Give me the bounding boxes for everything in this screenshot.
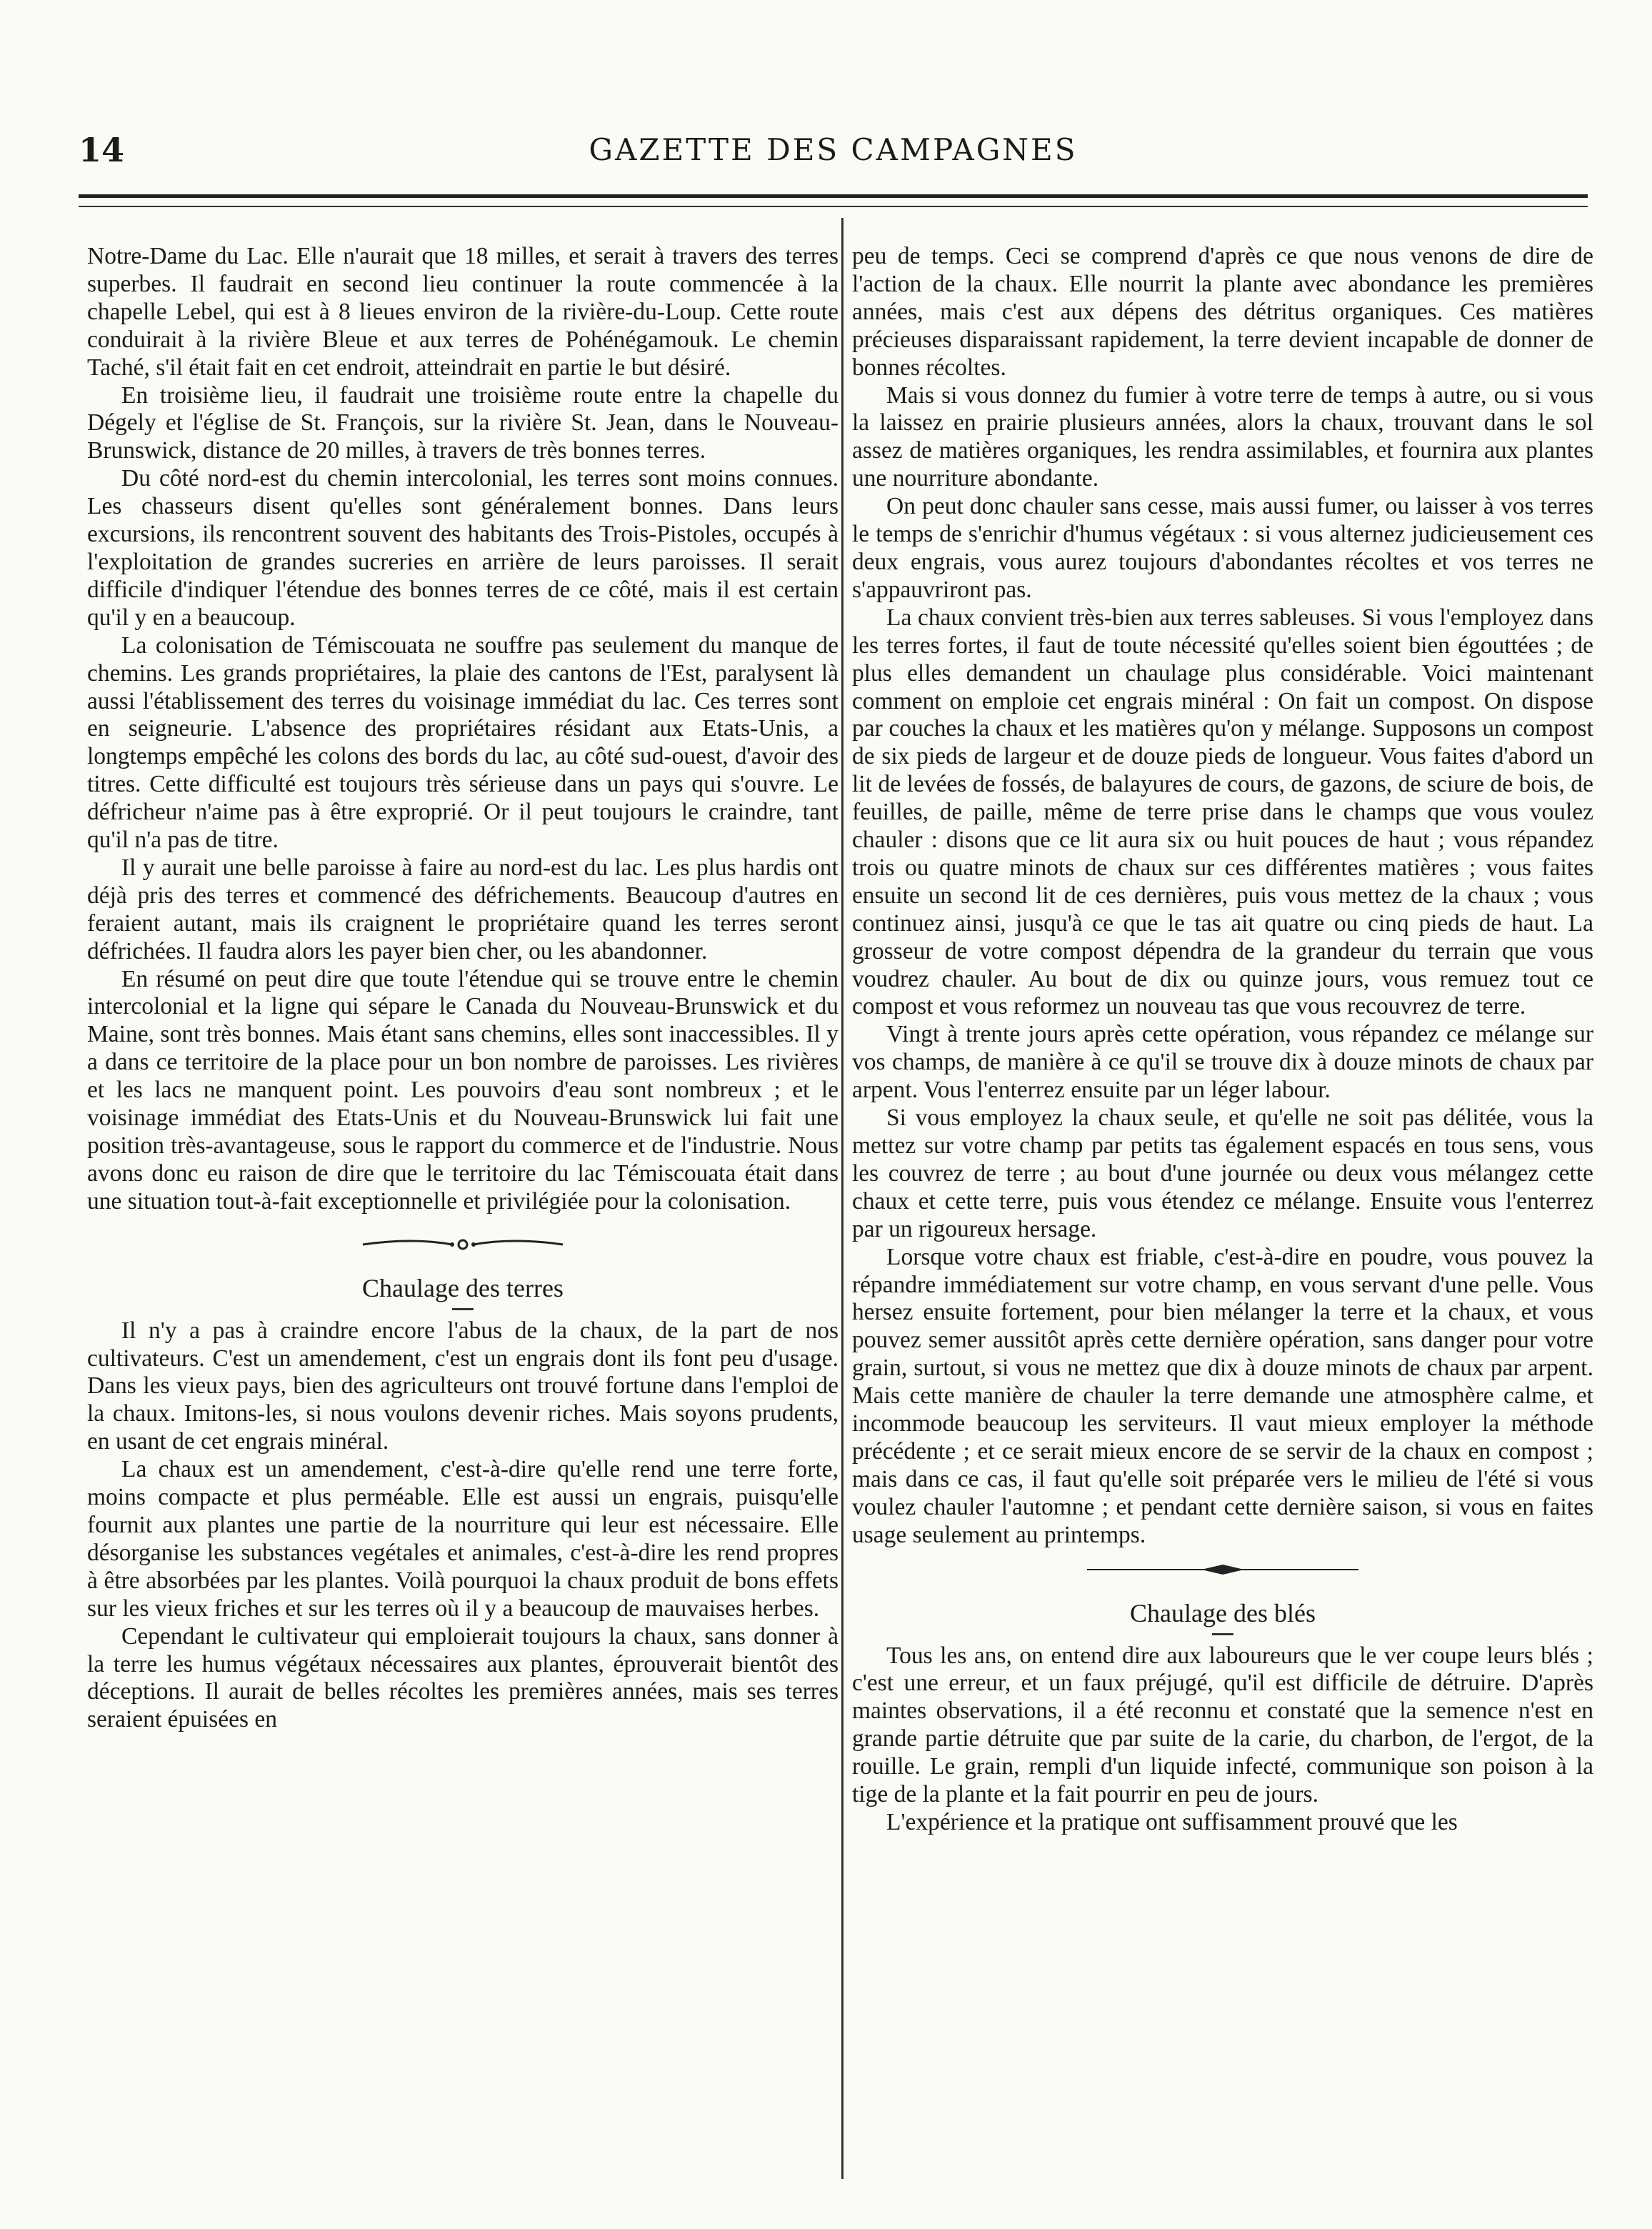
paragraph: La chaux convient très-bien aux terres sableuses. Si vous l'employez dans les terres fortes, il faut de toute nécessité qu'elles soient bien égouttées ; de plus elles demandent un chaulage plus considérable. Voici maintenant comment on emploie cet engrais minéral : On fait un compost. On dispose par couches la chaux et les matières qu'on y mélange. Supposons un compost de six pieds de largeur et de douze pieds de longueur. Vous faites d'abord un lit de levées de fossés, de balayures de cours, de gazons, de sciure de bois, de feuilles, de paille, même de terre prise dans le champs que vous voulez chauler : disons que ce lit aura six ou huit pouces de haut ; vous répandez trois ou quatre minots de chaux sur ces différentes matières ; vous faites ensuite un second lit de ces dernières, puis vous mettez de la chaux ; vous continuez ainsi, jusqu'à ce que le tas ait quatre ou cinq pieds de haut. La grosseur de votre compost dépendra de la grandeur du terrain que vous voudrez chauler. Au bout de dix ou quinze jours, vous remuez tout ce compost et vous reformez un nouveau tas que vous recouvrez de terre. [852, 604, 1593, 1020]
paragraph: Tous les ans, on entend dire aux laboureurs que le ver coupe leurs blés ; c'est une erreur, et un faux préjugé, qu'il est difficile de détruire. D'après maintes observations, il a été reconnu et constaté que la semence n'est en grande partie détruite que par suite de la carie, du charbon, de l'ergot, de la rouille. Le grain, rempli d'un liquide infecté, communique son poison à la tige de la plante et la fait pourrir en peu de jours. [852, 1642, 1593, 1808]
paragraph: Cependant le cultivateur qui emploierait toujours la chaux, sans donner à la terre les humus végétaux nécessaires aux plantes, éprouverait bientôt des déceptions. Il aurait de belles récoltes les premières années, mais ses terres seraient épuisées en [87, 1622, 838, 1733]
header-rule-thick [79, 194, 1588, 198]
paragraph: Si vous employez la chaux seule, et qu'elle ne soit pas délitée, vous la mettez sur votre champ par petits tas également espacés en tous sens, vous les couvrez de terre ; au bout d'une journée ou deux vous mélangez cette chaux et cette terre, puis vous étendez ce mélange. Ensuite vous l'enterrez par un rigoureux hersage. [852, 1104, 1593, 1242]
left-column [87, 243, 838, 1734]
paragraph: Lorsque votre chaux est friable, c'est-à-dire en poudre, vous pouvez la répandre immédiatement sur votre champ, en vous servant d'une pelle. Vous hersez ensuite fortement, pour bien mélanger la terre et la chaux, et vous pouvez semer aussitôt après cette dernière opération, sans danger pour votre grain, surtout, si vous ne mettez que dix à douze minots de chaux par arpent. Mais cette manière de chauler la terre demande une atmosphère calme, et incommode beaucoup les serviteurs. Il vaut mieux employer la méthode précédente ; et ce serait mieux encore de se servir de la chaux en compost ; mais dans ce cas, il faut qu'elle soit préparée vers le milieu de l'été si vous voulez chauler l'automne ; et pendant cette dernière saison, si vous en faites usage seulement au printemps. [852, 1243, 1593, 1548]
paragraph: On peut donc chauler sans cesse, mais aussi fumer, ou laisser à vos terres le temps de s'enrichir d'humus végétaux : si vous alternez judicieusement ces deux engrais, vous aurez toujours d'abondantes récoltes et vos terres ne s'appauvriront pas. [852, 493, 1593, 603]
paragraph: peu de temps. Ceci se comprend d'après ce que nous venons de dire de l'action de la chaux. Elle nourrit la plante avec abondance les premières années, mais c'est aux dépens des détritus organiques. Ces matières précieuses disparaissant rapidement, la terre devient incapable de donner de bonnes récoltes. [852, 243, 1593, 381]
paragraph: Vingt à trente jours après cette opération, vous répandez ce mélange sur vos champs, de manière à ce qu'il se trouve dix à douze minots de chaux par arpent. Vous l'enterrez ensuite par un léger labour. [852, 1021, 1593, 1104]
section-title-chaulage-terres: Chaulage des terres [362, 1273, 564, 1302]
page-number: 14 [79, 131, 125, 169]
paragraph: Il y aurait une belle paroisse à faire au nord-est du lac. Les plus hardis ont déjà pris des terres et commencé des défrichements. Beaucoup d'autres en feraient autant, mais ils craignent le propriétaire quand les terres seront défrichées. Il faudra alors les payer bien cher, ou les abandonner. [87, 854, 838, 964]
paragraph: Il n'y a pas à craindre encore l'abus de la chaux, de la part de nos cultivateurs. C'est un amendement, c'est un engrais dont ils font peu d'usage. Dans les vieux pays, bien des agriculteurs ont trouvé fortune dans l'emploi de la chaux. Imitons-les, si nous voulons devenir riches. Mais soyons prudents, en usant de cet engrais minéral. [87, 1317, 838, 1455]
paragraph: Notre-Dame du Lac. Elle n'aurait que 18 milles, et serait à travers des terres superbes. Il faudrait en second lieu continuer la route commencée à la chapelle Lebel, qui est à 8 lieues environ de la rivière-du-Loup. Cette route conduirait à la rivière Bleue et aux terres de Pohénégamouk. Le chemin Taché, s'il était fait en cet endroit, atteindrait en partie le but désiré. [87, 243, 838, 381]
section-title-chaulage-bles: Chaulage des blés [1130, 1598, 1316, 1627]
paragraph: Mais si vous donnez du fumier à votre terre de temps à autre, ou si vous la laissez en prairie plusieurs années, alors la chaux, trouvant dans le sol assez de matières organiques, les rendra assimilables, et fournira aux plantes une nourriture abondante. [852, 382, 1593, 492]
paragraph: En troisième lieu, il faudrait une troisième route entre la chapelle du Dégely et l'église de St. François, sur la rivière St. Jean, dans le Nouveau-Brunswick, distance de 20 milles, à travers de très bonnes terres. [87, 382, 838, 464]
header-rule-thin [79, 206, 1588, 207]
right-column [852, 243, 1593, 1837]
section-ornament [1080, 1561, 1366, 1578]
column-divider [841, 218, 843, 2179]
running-title: GAZETTE DES CAMPAGNES [589, 132, 1078, 167]
title-rule [452, 1308, 474, 1310]
paragraph: La colonisation de Témiscouata ne souffre pas seulement du manque de chemins. Les grands propriétaires, la plaie des cantons de l'Est, paralysent là aussi l'établissement des terres du voisinage immédiat du lac. Ces terres sont en seigneurie. L'absence des propriétaires résidant aux Etats-Unis, a longtemps empêché les colons des bords du lac, au côté sud-ouest, d'avoir des titres. Cette difficulté est toujours très sérieuse dans un pays qui s'ouvre. Le défricheur n'aime pas à être exproprié. Or il peut toujours le craindre, tant qu'il n'a pas de titre. [87, 632, 838, 854]
page-header [79, 125, 1588, 175]
paragraph: Du côté nord-est du chemin intercolonial, les terres sont moins connues. Les chasseurs disent qu'elles sont généralement bonnes. Dans leurs excursions, ils rencontrent souvent des habitants des Trois-Pistoles, occupés à l'exploitation de grandes sucreries en arrière de leurs paroisses. Il serait difficile d'indiquer l'étendue des bonnes terres de ce côté, mais il est certain qu'il y en a beaucoup. [87, 465, 838, 631]
paragraph: La chaux est un amendement, c'est-à-dire qu'elle rend une terre forte, moins compacte et plus perméable. Elle est aussi un engrais, puisqu'elle fournit aux plantes une partie de la nourriture qui leur est nécessaire. Elle désorganise les substances vegétales et animales, c'est-à-dire les rend propres à être absorbées par les plantes. Voilà pourquoi la chaux produit de bons effets sur les vieux friches et sur les terres où il y a beaucoup de mauvaises herbes. [87, 1456, 838, 1622]
paragraph: En résumé on peut dire que toute l'étendue qui se trouve entre le chemin intercolonial et la ligne qui sépare le Canada du Nouveau-Brunswick et du Maine, sont très bonnes. Mais étant sans chemins, elles sont inaccessibles. Il y a dans ce territoire de la place pour un bon nombre de paroisses. Les rivières et les lacs ne manquent point. Les pouvoirs d'eau sont nombreux ; et le voisinage immédiat des Etats-Unis et du Nouveau-Brunswick lui fait une position très-avantageuse, sous le rapport du commerce et de l'industrie. Nous avons donc eu raison de dire que le territoire du lac Témiscouata était dans une situation tout-à-fait exceptionnelle et privilégiée pour la colonisation. [87, 965, 838, 1215]
paragraph: L'expérience et la pratique ont suffisamment prouvé que les [886, 1808, 1458, 1835]
section-ornament [356, 1236, 570, 1253]
title-rule [1212, 1633, 1233, 1635]
